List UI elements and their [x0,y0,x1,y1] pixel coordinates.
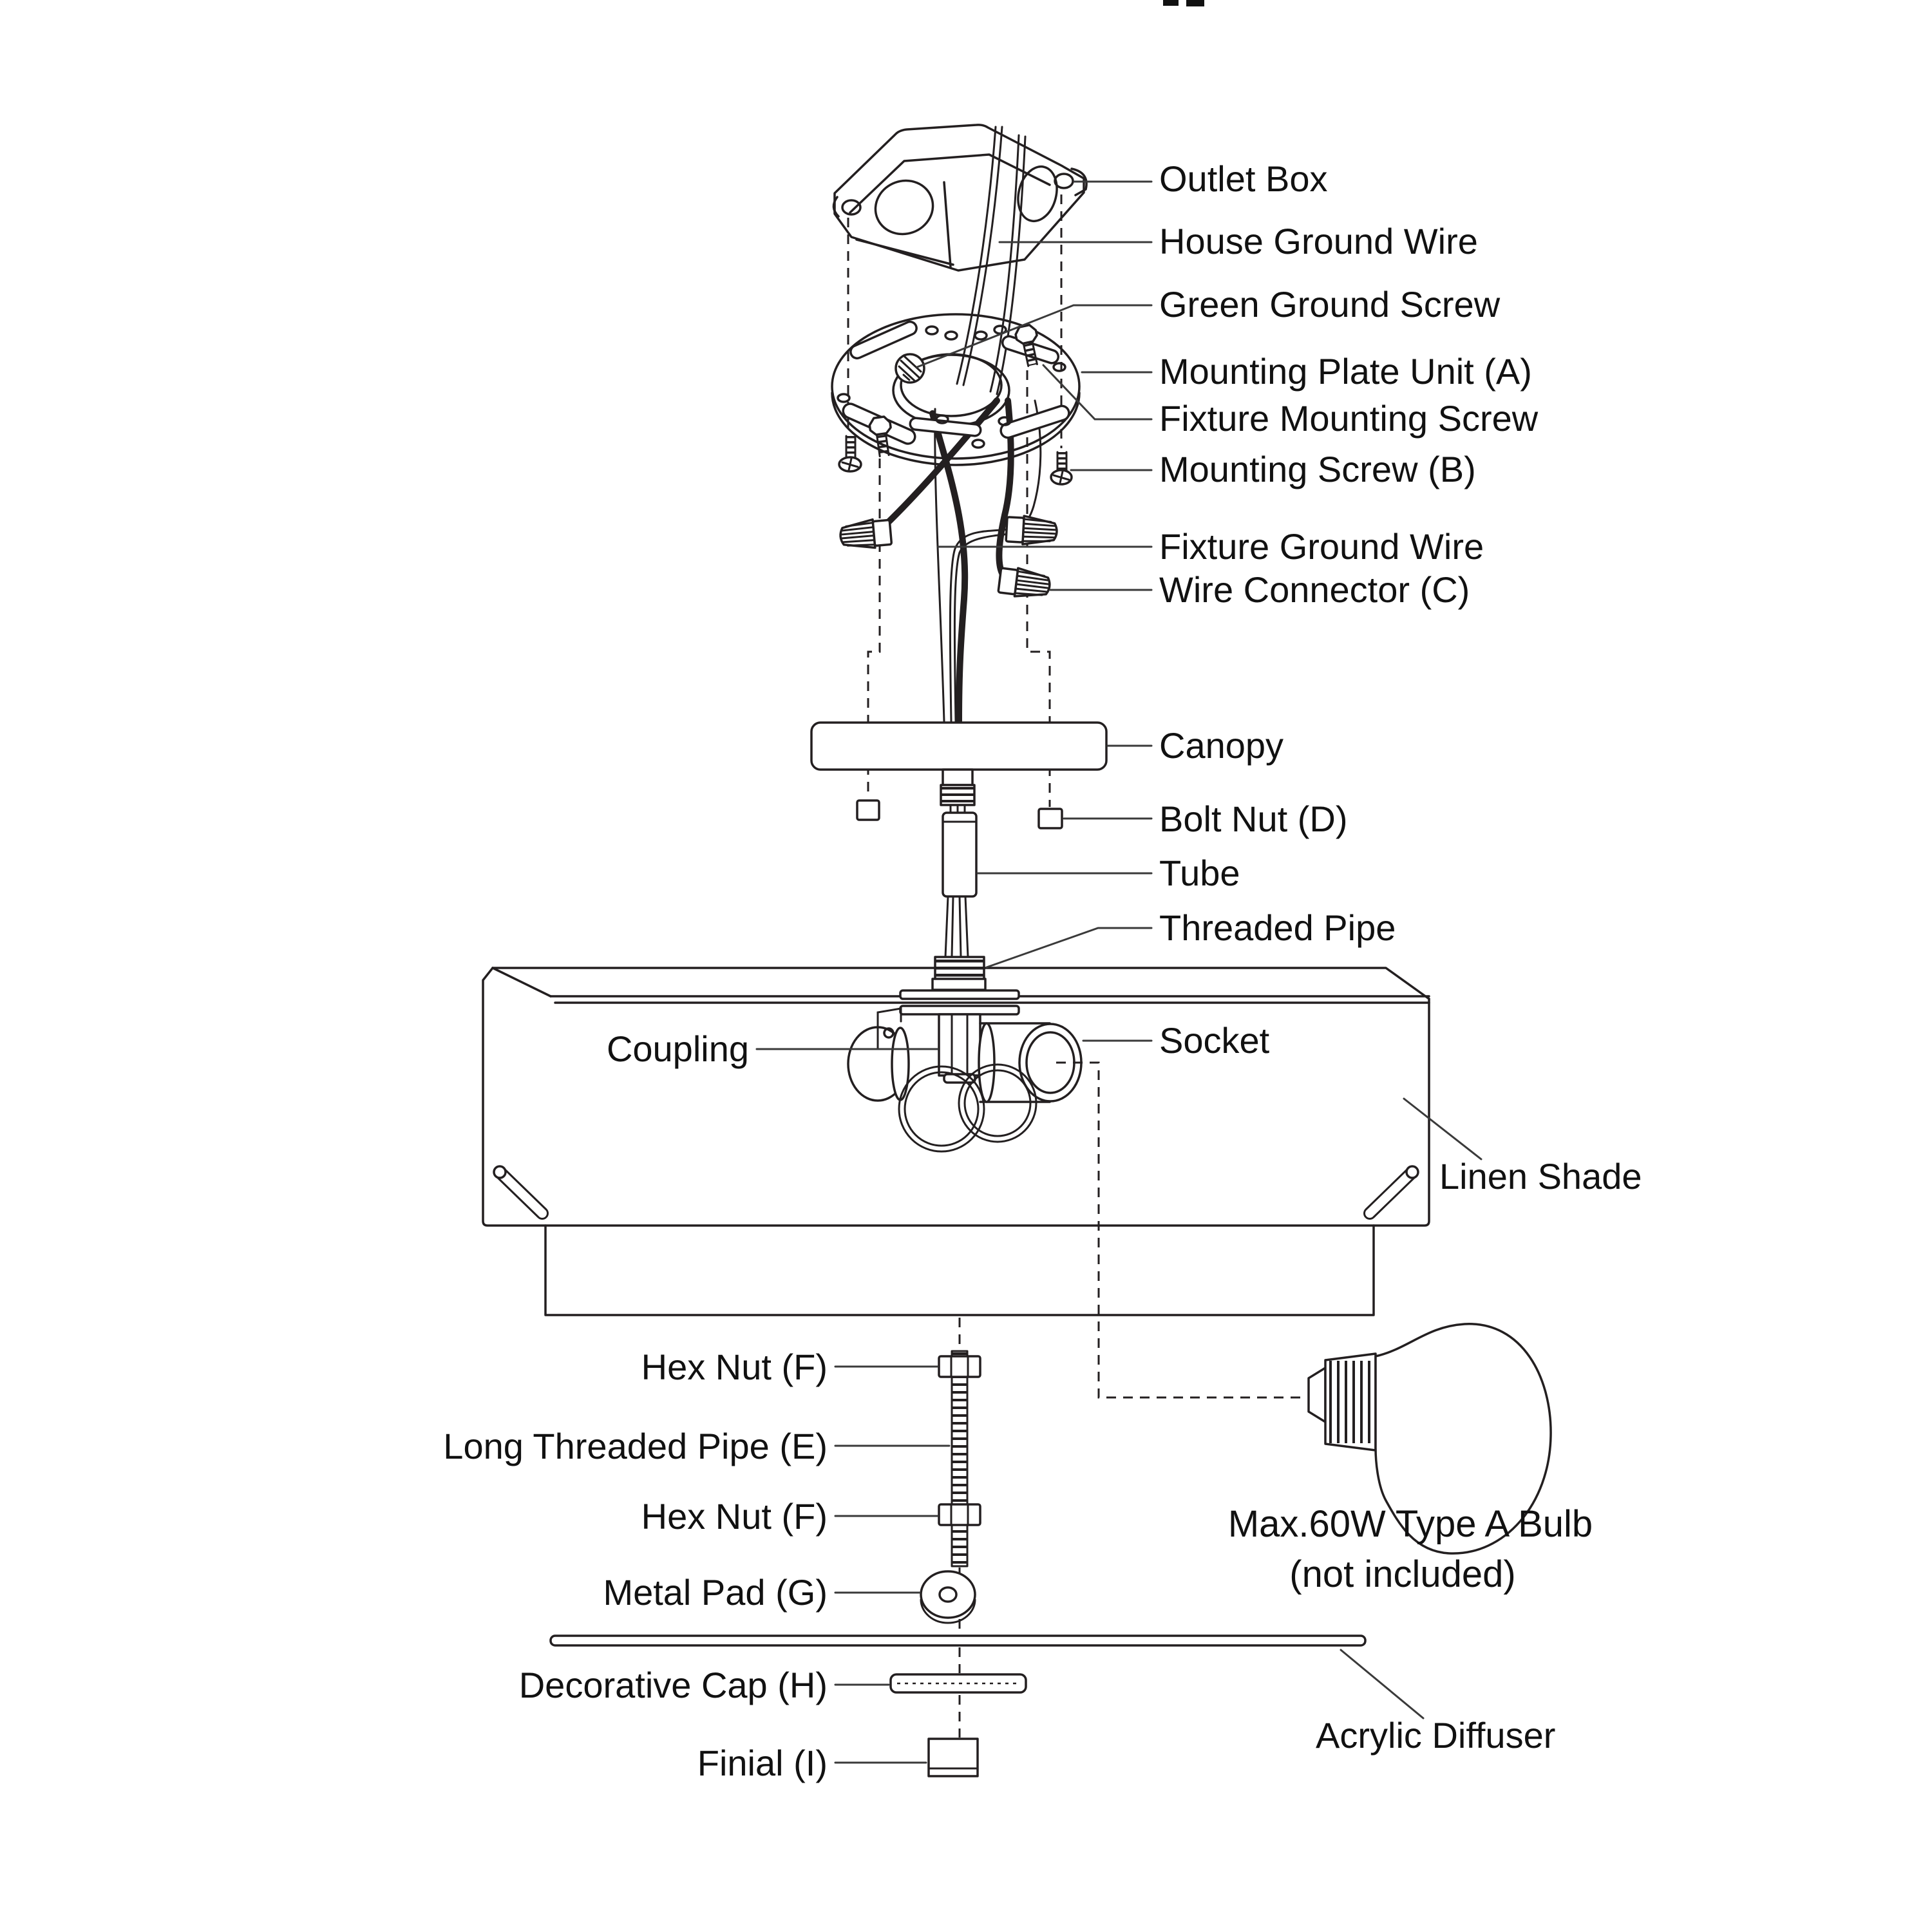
shade-support-left [494,1166,547,1218]
hex-nut-lower [939,1504,980,1525]
metal-pad-part [921,1571,975,1623]
knockout-hole-left [868,173,941,242]
label-socket: Socket [1159,1020,1270,1061]
label-long-threaded-pipe: Long Threaded Pipe (E) [443,1426,828,1466]
canopy-part [811,723,1106,770]
label-fixture-mounting-screw: Fixture Mounting Screw [1159,398,1539,439]
label-acrylic-diffuser: Acrylic Diffuser [1316,1715,1556,1756]
note-bulb-line1: Max.60W Type A Bulb [1227,1503,1593,1545]
socket-wire-loops [899,1065,1036,1151]
clipped-header-fragment [1163,0,1204,6]
bulb-alignment-dashed [1056,1063,1305,1397]
label-wire-connector-c: Wire Connector (C) [1159,569,1470,610]
outlet-box [833,125,1086,270]
label-hex-nut-lower: Hex Nut (F) [641,1496,828,1537]
label-hex-nut-upper: Hex Nut (F) [641,1347,828,1387]
tube-part [943,813,976,896]
green-ground-screw-part [896,354,924,383]
leader-acrylic-diffuser [1341,1650,1423,1718]
label-mounting-plate-unit: Mounting Plate Unit (A) [1159,351,1532,392]
label-bolt-nut-d: Bolt Nut (D) [1159,799,1348,839]
label-canopy: Canopy [1159,725,1284,766]
hex-nut-upper [939,1356,980,1377]
shade-bottom-recess [545,1226,1374,1315]
mounting-plate-unit [832,314,1079,465]
label-linen-shade: Linen Shade [1439,1156,1642,1197]
wire-connector-left [839,518,892,551]
leader-threaded-pipe [987,928,1151,967]
wires-below-tube [945,896,968,957]
label-metal-pad-g: Metal Pad (G) [603,1572,828,1613]
canopy-nipple [941,770,974,813]
label-fixture-ground-wire: Fixture Ground Wire [1159,526,1484,567]
label-outlet-box: Outlet Box [1159,158,1328,199]
label-house-ground-wire: House Ground Wire [1159,221,1478,261]
label-threaded-pipe: Threaded Pipe [1159,907,1396,948]
box-ear-hole-right [1055,174,1073,188]
label-decorative-cap-h: Decorative Cap (H) [518,1665,828,1705]
socket-opening [1019,1024,1081,1101]
label-finial-i: Finial (I) [697,1743,828,1783]
threaded-pipe-part [933,957,985,990]
label-green-ground-screw: Green Ground Screw [1159,284,1501,325]
callout-labels [443,158,1642,1783]
label-mounting-screw-b: Mounting Screw (B) [1159,449,1476,489]
finial-part [929,1739,978,1776]
wire-connector-lower-right [998,566,1052,600]
mounting-screw-b-left [839,436,861,471]
long-threaded-pipe-part [952,1351,967,1566]
decorative-cap-part [891,1674,1026,1692]
wire-connector-upper-right [1006,515,1057,546]
label-coupling: Coupling [606,1028,749,1069]
mounting-screw-b-right [1051,452,1072,484]
leader-linen-shade [1404,1099,1481,1159]
note-bulb-line2: (not included) [1289,1553,1516,1595]
bolt-nut-left [857,800,879,820]
acrylic-diffuser-part [551,1636,1365,1645]
shade-support-right [1365,1166,1418,1218]
label-tube: Tube [1159,853,1240,893]
bolt-nut-right [1039,809,1062,828]
